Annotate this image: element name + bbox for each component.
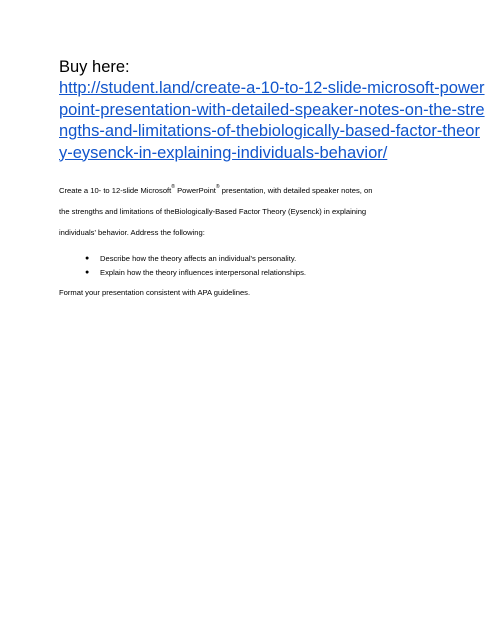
header-block [59,57,485,164]
purchase-link-line-1[interactable]: http://student.land/create-a-10-to-12-slide-microsoft-power [59,79,485,97]
list-item [85,252,306,266]
assignment-description [59,180,439,243]
description-line-1-part-c: presentation, with detailed speaker notes, on [219,186,373,195]
purchase-link-line-3[interactable]: ngths-and-limitations-of-thebiologically-based-factor-theor [59,122,480,140]
buy-here-heading: Buy here: [59,58,130,76]
bullet-icon: ● [85,268,90,276]
list-item-text: Describe how the theory affects an individual's personality. [100,254,297,263]
bullet-icon: ● [85,255,90,262]
description-line-1-part-a: Create a 10- to 12-slide Microsoft [59,186,172,195]
purchase-link-line-2[interactable]: point-presentation-with-detailed-speaker-notes-on-the-stre [59,100,485,119]
format-instruction: Format your presentation consistent with APA guidelines. [59,288,251,297]
list-item-text: Explain how the theory influences interpersonal relationships. [100,267,306,277]
description-line-1-part-b: PowerPoint [174,186,216,195]
registered-mark-2: ® [215,184,220,190]
purchase-link[interactable] [59,78,485,164]
purchase-link-line-4[interactable]: y-eysenck-in-explaining-individuals-behavior/ [59,143,388,162]
description-line-1 [59,180,439,201]
description-line-2: the strengths and limitations of theBiologically-Based Factor Theory (Eysenck) in explaining [59,207,367,216]
requirements-list [85,252,306,279]
registered-mark-1: ® [171,184,175,190]
description-line-3: individuals' behavior. Address the following: [59,228,205,237]
list-item [85,266,306,280]
